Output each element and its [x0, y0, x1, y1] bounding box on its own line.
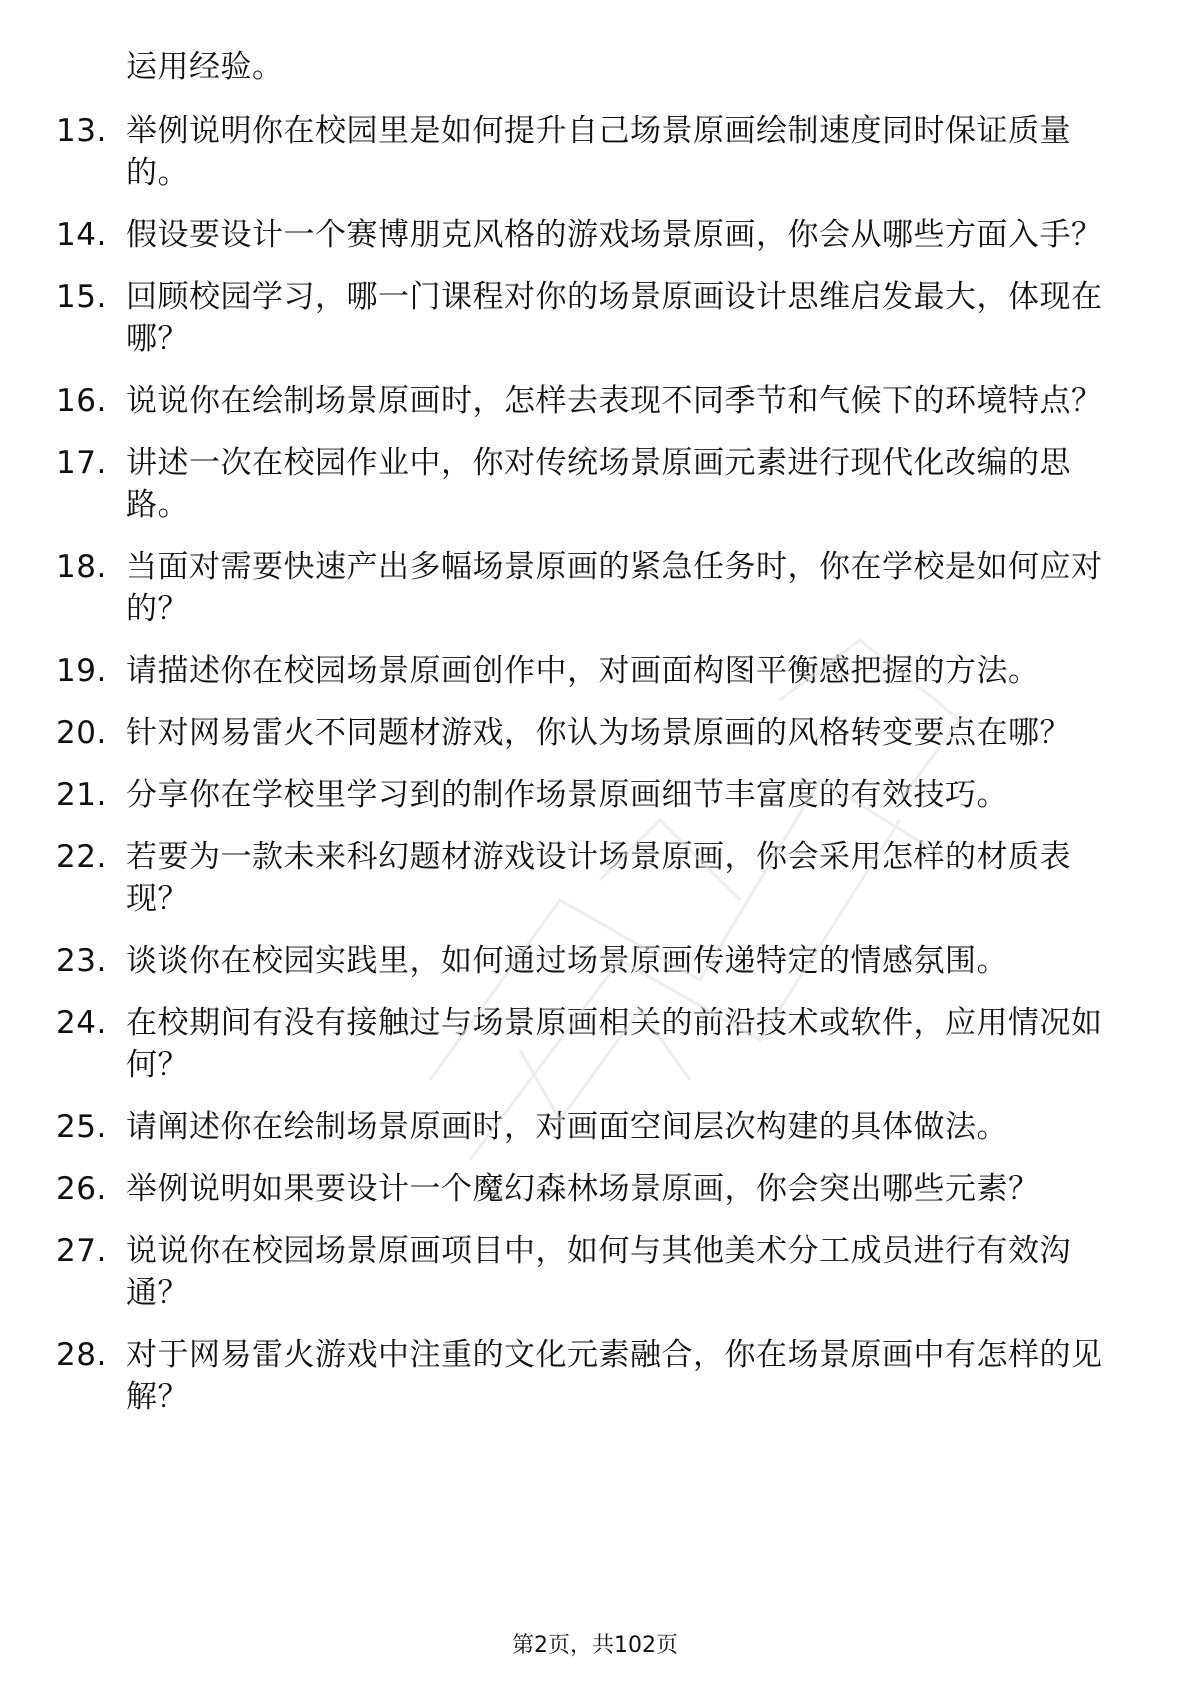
question-list — [0, 110, 1190, 1438]
question-number: 25. — [56, 1109, 107, 1145]
question-number: 14. — [56, 217, 107, 253]
question-text: 假设要设计一个赛博朋克风格的游戏场景原画，你会从哪些方面入手？ — [126, 217, 1103, 253]
continuation-text: 运用经验。 — [126, 49, 284, 85]
question-text: 分享你在学校里学习到的制作场景原画细节丰富度的有效技巧。 — [126, 777, 1008, 813]
question-item — [0, 1168, 1190, 1210]
question-number: 17. — [56, 445, 107, 481]
question-item — [0, 214, 1190, 256]
question-text: 说说你在绘制场景原画时，怎样去表现不同季节和气候下的环境特点？ — [126, 383, 1103, 419]
question-number: 18. — [56, 549, 107, 585]
question-text: 回顾校园学习，哪一门课程对你的场景原画设计思维启发最大，体现在哪？ — [126, 279, 1103, 357]
question-number: 28. — [56, 1337, 107, 1373]
question-item — [0, 712, 1190, 754]
question-number: 23. — [56, 943, 107, 979]
question-item — [0, 380, 1190, 422]
question-number: 15. — [56, 279, 107, 315]
question-text: 请描述你在校园场景原画创作中，对画面构图平衡感把握的方法。 — [126, 653, 1040, 689]
question-item — [0, 836, 1190, 920]
question-number: 22. — [56, 839, 107, 875]
question-item — [0, 442, 1190, 526]
question-item — [0, 276, 1190, 360]
question-item — [0, 774, 1190, 816]
question-text: 针对网易雷火不同题材游戏，你认为场景原画的风格转变要点在哪？ — [126, 715, 1071, 751]
page-footer: 第2页，共102页 — [512, 1633, 678, 1658]
question-text: 对于网易雷火游戏中注重的文化元素融合，你在场景原画中有怎样的见解？ — [126, 1337, 1103, 1415]
question-number: 19. — [56, 653, 107, 689]
question-text: 当面对需要快速产出多幅场景原画的紧急任务时，你在学校是如何应对的？ — [126, 549, 1103, 627]
question-number: 20. — [56, 715, 107, 751]
question-number: 21. — [56, 777, 107, 813]
question-item — [0, 940, 1190, 982]
question-number: 16. — [56, 383, 107, 419]
question-text: 若要为一款未来科幻题材游戏设计场景原画，你会采用怎样的材质表现？ — [126, 839, 1071, 917]
question-item — [0, 1334, 1190, 1418]
question-number: 26. — [56, 1171, 107, 1207]
question-text: 举例说明如果要设计一个魔幻森林场景原画，你会突出哪些元素？ — [126, 1171, 1040, 1207]
question-item — [0, 1002, 1190, 1086]
question-text: 请阐述你在绘制场景原画时，对画面空间层次构建的具体做法。 — [126, 1109, 1008, 1145]
question-item — [0, 1230, 1190, 1314]
question-item — [0, 546, 1190, 630]
question-item — [0, 650, 1190, 692]
question-text: 举例说明你在校园里是如何提升自己场景原画绘制速度同时保证质量的。 — [126, 113, 1071, 191]
question-item — [0, 110, 1190, 194]
question-text: 说说你在校园场景原画项目中，如何与其他美术分工成员进行有效沟通？ — [126, 1233, 1071, 1311]
question-text: 讲述一次在校园作业中，你对传统场景原画元素进行现代化改编的思路。 — [126, 445, 1071, 523]
question-number: 27. — [56, 1233, 107, 1269]
question-text: 在校期间有没有接触过与场景原画相关的前沿技术或软件，应用情况如何？ — [126, 1005, 1103, 1083]
question-text: 谈谈你在校园实践里，如何通过场景原画传递特定的情感氛围。 — [126, 943, 1008, 979]
question-number: 13. — [56, 113, 107, 149]
question-item — [0, 1106, 1190, 1148]
question-number: 24. — [56, 1005, 107, 1041]
